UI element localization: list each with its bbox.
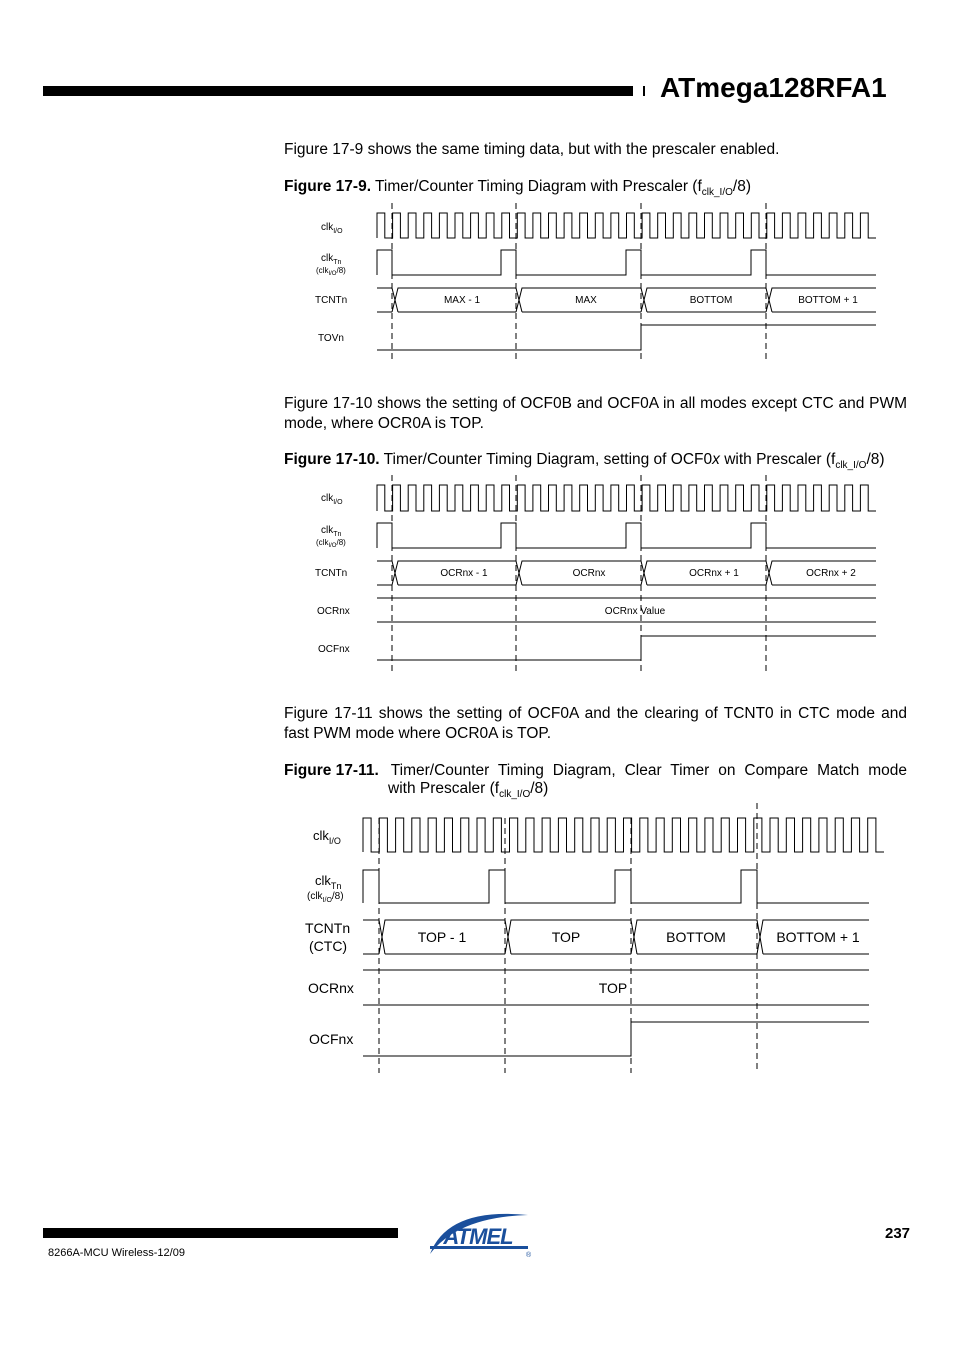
caption-italic-x: x — [712, 451, 720, 468]
fig10-value: OCRnx + 1 — [689, 568, 739, 579]
page-number: 237 — [885, 1225, 911, 1242]
caption-text: Timer/Counter Timing Diagram, setting of OCF0 — [383, 451, 713, 468]
fig11-label-ctc: (CTC) — [309, 938, 348, 954]
fig10-value: OCRnx + 2 — [806, 568, 856, 579]
footer-rule — [43, 1228, 398, 1238]
atmel-logo — [428, 1209, 532, 1259]
caption-number: Figure 17-11. — [284, 762, 379, 779]
fig11-label-clkio: clk$_{I/O}$ — [313, 828, 341, 846]
fig10-label-clkio: clk$_{I/O}$ — [321, 493, 343, 506]
caption-end: /8) — [530, 780, 549, 797]
fig11-value: TOP - 1 — [417, 929, 467, 945]
fig10-label-ocr: OCRnx — [317, 606, 350, 617]
fig9-value: MAX - 1 — [443, 295, 481, 306]
caption-number: Figure 17-9. — [284, 178, 371, 195]
fig11-label-ocr: OCRnx — [308, 980, 354, 996]
logo-registered: ® — [526, 1252, 532, 1259]
fig9-label-tov: TOVn — [318, 333, 344, 344]
fig9-value: BOTTOM — [689, 295, 733, 306]
fig11-label-ocf: OCFnx — [309, 1031, 354, 1047]
fig10-label-clktn: clk$_{Tn}$ — [321, 525, 342, 538]
caption-subscript: clk_I/O — [701, 187, 733, 199]
caption-subscript: clk_I/O — [499, 789, 531, 801]
fig10-value: OCRnx - 1 — [440, 568, 488, 579]
caption-end: /8) — [866, 451, 885, 468]
fig9-label-clkio: clk$_{I/O}$ — [321, 222, 343, 235]
caption-number: Figure 17-10. — [284, 451, 380, 468]
fig11-value: TOP — [551, 929, 581, 945]
fig11-label-tcnt: TCNTn — [305, 920, 351, 936]
fig9-label-tcnt: TCNTn — [315, 295, 348, 306]
caption-end: /8) — [732, 178, 751, 195]
fig11-ocr-value: TOP — [598, 980, 628, 996]
caption-text: Timer/Counter Timing Diagram with Prescaler (f — [375, 178, 702, 195]
fig9-label-clktn-prescale: (clk$_{I/O}$/8) — [316, 266, 346, 277]
document-title: ATmega128RFA1 — [660, 72, 887, 103]
paragraph-fig10-intro: Figure 17-10 shows the setting of OCF0B and OCF0A in all modes except CTC and PWM mode, where OCR0A is TOP. — [284, 395, 907, 432]
caption-text: Timer/Counter Timing Diagram, Clear Timer on Compare Match mode — [390, 762, 907, 779]
fig10-label-tcnt: TCNTn — [315, 568, 348, 579]
fig10-label-ocf: OCFnx — [318, 644, 350, 655]
fig9-value: BOTTOM + 1 — [798, 295, 858, 306]
fig11-label-clktn: clk$_{Tn}$ — [315, 873, 342, 891]
fig11-value: BOTTOM — [666, 929, 726, 945]
fig11-ocf-waveform — [363, 1022, 869, 1056]
caption-subscript: clk_I/O — [835, 460, 867, 472]
fig10-value: OCRnx — [572, 568, 606, 579]
paragraph-fig9-intro: Figure 17-9 shows the same timing data, but with the prescaler enabled. — [284, 141, 780, 158]
fig10-label-clktn-prescale: (clk$_{I/O}$/8) — [316, 538, 346, 549]
fig11-label-clktn-prescale: (clk$_{I/O}$/8) — [307, 891, 344, 904]
fig11-clkio-waveform — [363, 818, 884, 852]
caption-text-2: with Prescaler (f — [719, 451, 836, 468]
fig11-value: BOTTOM + 1 — [776, 929, 860, 945]
caption-text-2: with Prescaler (f — [388, 780, 500, 797]
logo-text: ATMEL — [443, 1224, 513, 1249]
fig9-label-clktn: clk$_{Tn}$ — [321, 253, 342, 266]
paragraph-fig11-intro: Figure 17-11 shows the setting of OCF0A and the clearing of TCNT0 in CTC mode and fast PWM mode where OCR0A is TOP. — [284, 705, 907, 742]
fig11-clktn-waveform — [363, 870, 869, 903]
fig9-value: MAX — [575, 295, 597, 306]
fig10-ocr-value: OCRnx Value — [604, 606, 666, 617]
document-id: 8266A-MCU Wireless-12/09 — [48, 1247, 185, 1259]
